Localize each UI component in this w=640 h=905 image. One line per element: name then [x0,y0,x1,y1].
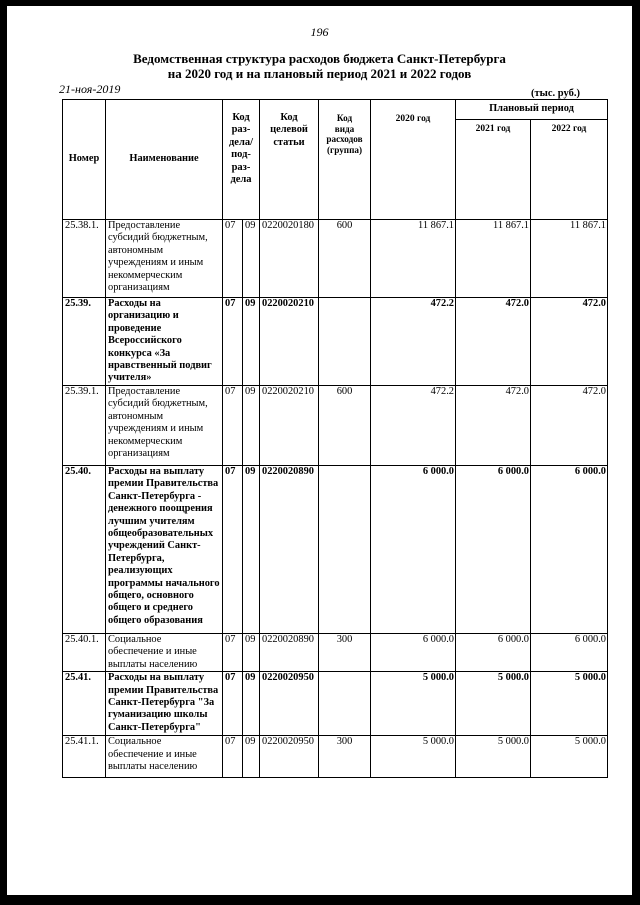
row-target: 0220020950 [260,736,319,778]
row-2022: 472.0 [531,386,608,466]
row-number: 25.41. [63,672,106,736]
header-2020: 2020 год [371,100,456,220]
page-number: 196 [310,25,329,39]
header-target: Код целевой статьи [260,100,319,220]
table-row [63,386,608,466]
row-2020: 5 000.0 [371,672,456,736]
row-number: 25.38.1. [63,220,106,298]
row-target: 0220020210 [260,386,319,466]
table-row [63,672,608,736]
table-row [63,466,608,634]
row-subsection: 09 [243,736,260,778]
document-title-line2: на 2020 год и на плановый период 2021 и 2022 годов [167,66,472,81]
row-2022: 11 867.1 [531,220,608,298]
row-2021: 6 000.0 [456,466,531,634]
row-subsection: 09 [243,386,260,466]
row-2021: 5 000.0 [456,672,531,736]
row-2022: 5 000.0 [531,672,608,736]
row-number: 25.40.1. [63,634,106,672]
row-name: Расходы на организацию и проведение Всероссийского конкурса «За нравственный подвиг учителя» [106,298,223,386]
units-label: (тыс. руб.) [531,88,580,99]
row-name: Расходы на выплату премии Правительства Санкт-Петербурга "За гуманизацию школы Санкт-Петербурга" [106,672,223,736]
row-2020: 6 000.0 [371,466,456,634]
row-target: 0220020950 [260,672,319,736]
row-number: 25.39. [63,298,106,386]
row-2022: 472.0 [531,298,608,386]
row-target: 0220020180 [260,220,319,298]
row-2021: 11 867.1 [456,220,531,298]
row-number: 25.39.1. [63,386,106,466]
row-name: Предоставление субсидий бюджетным, автономным учреждениям и иным некоммерческим организациям [106,220,223,298]
row-section: 07 [223,298,243,386]
header-section: Код раз- дела/ под- раз- дела [223,100,260,220]
document-date: 21-ноя-2019 [59,82,121,96]
row-subsection: 09 [243,672,260,736]
budget-table [62,99,608,778]
table-row [63,634,608,672]
row-target: 0220020210 [260,298,319,386]
header-planned-period: Плановый период [456,100,608,120]
row-section: 07 [223,386,243,466]
table-row [63,736,608,778]
document-title-line1: Ведомственная структура расходов бюджета Санкт-Петербурга [133,51,506,66]
row-group: 300 [319,634,371,672]
row-section: 07 [223,672,243,736]
row-target: 0220020890 [260,466,319,634]
row-group: 600 [319,220,371,298]
header-name: Наименование [106,100,223,220]
row-section: 07 [223,736,243,778]
row-number: 25.41.1. [63,736,106,778]
document-page [7,6,632,895]
row-group [319,298,371,386]
row-name: Социальное обеспечение и иные выплаты населению [106,736,223,778]
row-subsection: 09 [243,466,260,634]
row-2020: 6 000.0 [371,634,456,672]
row-2021: 5 000.0 [456,736,531,778]
row-2021: 6 000.0 [456,634,531,672]
row-group [319,466,371,634]
row-subsection: 09 [243,634,260,672]
row-name: Расходы на выплату премии Правительства Санкт-Петербурга - денежного поощрения лучшим учителям общеобразовательных учреждений Санкт- Петербурга, реализующих программы начального общего, основного общего и среднего общего образования [106,466,223,634]
row-group: 300 [319,736,371,778]
row-target: 0220020890 [260,634,319,672]
row-2020: 11 867.1 [371,220,456,298]
row-2021: 472.0 [456,386,531,466]
table-row [63,298,608,386]
row-2022: 6 000.0 [531,634,608,672]
table-row [63,220,608,298]
row-name: Социальное обеспечение и иные выплаты населению [106,634,223,672]
header-2022: 2022 год [531,120,608,220]
row-2020: 5 000.0 [371,736,456,778]
row-subsection: 09 [243,298,260,386]
row-group: 600 [319,386,371,466]
row-2020: 472.2 [371,298,456,386]
row-2021: 472.0 [456,298,531,386]
header-2021: 2021 год [456,120,531,220]
row-name: Предоставление субсидий бюджетным, автономным учреждениям и иным некоммерческим организациям [106,386,223,466]
row-subsection: 09 [243,220,260,298]
row-2020: 472.2 [371,386,456,466]
row-section: 07 [223,466,243,634]
header-expense-group: Код вида расходов (группа) [319,100,371,220]
row-2022: 5 000.0 [531,736,608,778]
row-number: 25.40. [63,466,106,634]
row-section: 07 [223,634,243,672]
row-section: 07 [223,220,243,298]
header-number: Номер [63,100,106,220]
row-group [319,672,371,736]
row-2022: 6 000.0 [531,466,608,634]
